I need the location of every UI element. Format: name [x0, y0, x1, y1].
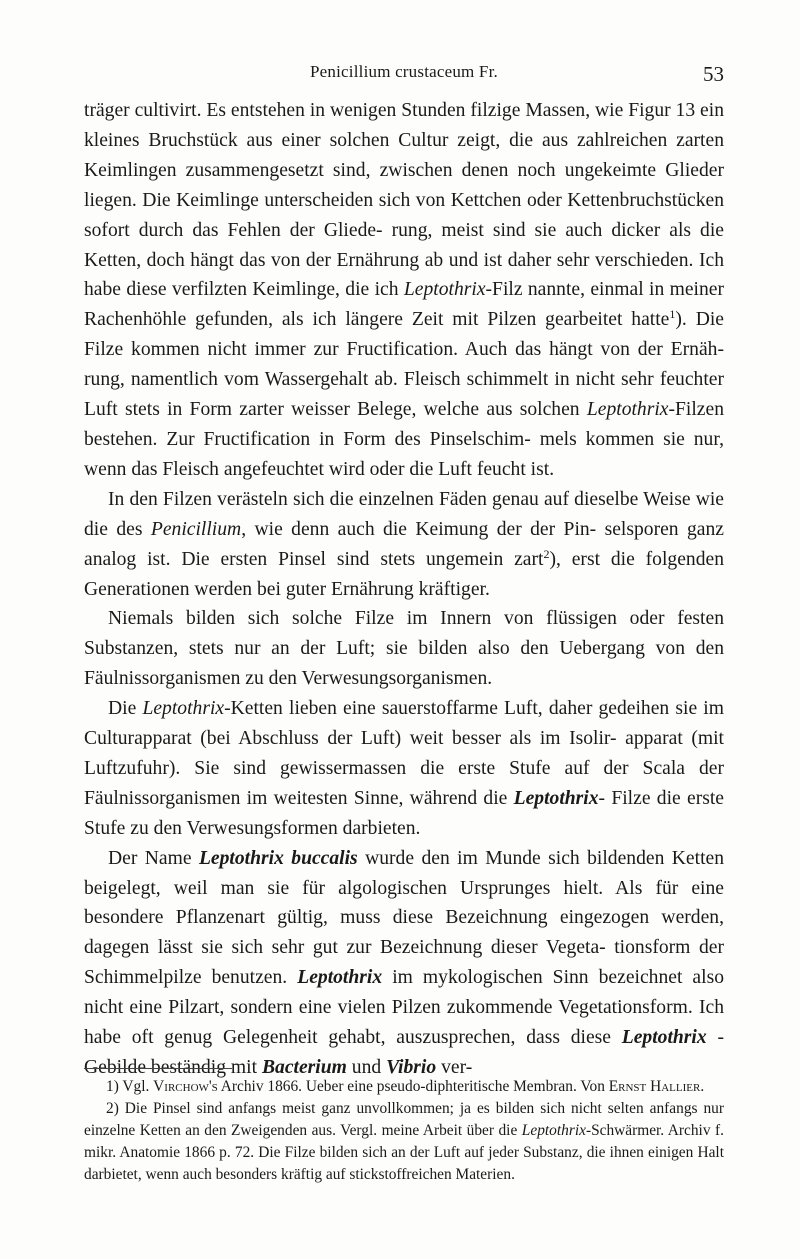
italic-term: Leptothrix	[403, 279, 486, 301]
text-span: .	[700, 1078, 705, 1095]
text-span: Der Name	[108, 847, 199, 869]
text-span: ), erst die folgenden Generationen werden bei guter Ernährung kräftiger.	[84, 548, 724, 600]
text-span: -Filzen bestehen. Zur Fructification in Form des Pinselschim- mels kommen sie nur, wenn das Fleisch angefeuchtet wird oder die Luft feucht ist.	[84, 399, 724, 480]
paragraph-1	[84, 96, 724, 485]
paragraph-4	[84, 694, 724, 844]
italic-term: Vibrio	[386, 1057, 437, 1078]
italic-term: Leptothrix	[586, 399, 669, 421]
italic-term: Leptothrix	[513, 787, 599, 809]
text-span: ver-	[436, 1057, 473, 1078]
paragraph-3: Niemals bilden sich solche Filze im Innern von flüssigen oder festen Substanzen, stets nur an der Luft; sie bilden also den Uebergang von den Fäulnissorganismen zu den Verwesungsorganismen.	[84, 608, 724, 690]
footnote-ref-1: 1	[669, 307, 676, 322]
running-head	[84, 62, 724, 86]
text-span: - Filze die erste Stufe zu den Verwesungsformen darbieten.	[84, 787, 724, 839]
italic-term: Bacterium	[261, 1057, 347, 1078]
footnote-rule	[84, 1068, 232, 1069]
text-span: -Filz nannte, einmal in meiner Rachenhöhle gefunden, als ich längere Zeit mit Pilzen gearbeitet hatte	[84, 279, 724, 331]
author-name: Ernst Hallier	[608, 1078, 701, 1095]
footnote-1	[84, 1076, 724, 1098]
text-span: und	[346, 1057, 387, 1078]
text-span: ). Die Filze kommen nicht immer zur Fructification. Auch das hängt von der Ernäh- rung, namentlich vom Wassergehalt ab. Fleisch schimmelt in nicht sehr feuchter Luft stets in Form zarter weisser Belege, welche aus solchen	[84, 309, 724, 421]
text-span: , wie denn auch die Keimung der der Pin- selsporen ganz analog ist. Die ersten Pinsel sind stets ungemein zart	[84, 518, 724, 570]
italic-term: Leptothrix buccalis	[198, 847, 358, 869]
footnote-2	[84, 1098, 724, 1186]
text-span: - Gebilde beständig mit	[84, 1027, 724, 1078]
italic-term: Penicillium	[150, 518, 242, 540]
paragraph-2	[84, 485, 724, 605]
text-span: 1) Vgl.	[106, 1078, 154, 1095]
text-span: -Ketten lieben eine sauerstoffarme Luft, daher gedeihen sie im Culturapparat (bei Abschluss der Luft) weit besser als im Isolir- apparat (mit Luftzufuhr). Sie sind gewissermassen die erste Stufe auf der Scala der Fäulnissorganismen im weitesten Sinne, während die	[84, 698, 724, 809]
paragraph-5	[84, 844, 724, 1083]
running-title: Penicillium crustaceum Fr.	[310, 62, 498, 81]
text-span: Archiv 1866. Ueber eine pseudo-diphteritische Membran. Von	[217, 1078, 609, 1095]
footnotes	[84, 1076, 724, 1186]
text-span: 2) Die Pinsel sind anfangs meist ganz unvollkommen; ja es bilden sich nicht selten anfangs nur einzelne Ketten an den Zweigenden aus. Vergl. meine Arbeit über die	[84, 1100, 724, 1139]
text-span: im mykologischen Sinn bezeichnet also nicht eine Pilzart, sondern eine vielen Pilzen zukommende Vegetationsform. Ich habe oft genug Gelegenheit gehabt, auszusprechen, dass diese	[84, 967, 724, 1049]
italic-term: Leptothrix	[521, 1122, 586, 1139]
page-number: 53	[703, 62, 724, 86]
italic-term: Leptothrix	[297, 967, 383, 989]
italic-term: Leptothrix	[142, 698, 225, 720]
text-span: Die	[108, 698, 143, 720]
body-text	[84, 96, 724, 1083]
text-span: -Schwärmer. Archiv f. mikr. Anatomie 1866 p. 72. Die Filze bilden sich an der Luft auf jeder Substanz, die ihnen einigen Halt darbietet, wenn auch besonders kräftig auf stickstoffreichen Materien.	[84, 1122, 724, 1183]
italic-term: Leptothrix	[621, 1027, 707, 1049]
footnote-ref-2: 2	[543, 546, 550, 561]
author-name: Virchow's	[153, 1078, 218, 1095]
text-span: In den Filzen verästeln sich die einzelnen Fäden genau auf dieselbe Weise wie die des	[84, 488, 724, 540]
text-span: wurde den im Munde sich bildenden Ketten beigelegt, weil man sie für algologischen Ursprunges hielt. Als für eine besondere Pflanzenart gültig, muss diese Bezeichnung eingezogen werden, dagegen lässt sie sich sehr gut zur Bezeichnung dieser Vegeta- tionsform der Schimmelpilze benutzen.	[84, 847, 725, 989]
text-span: träger cultivirt. Es entstehen in wenigen Stunden filzige Massen, wie Figur 13 ein kleines Bruchstück aus einer solchen Cultur zeigt, die aus zahlreichen zarten Keimlingen zusammengesetzt sind, zwischen denen noch ungekeimte Glieder liegen. Die Keimlinge unterscheiden sich von Kettchen oder Kettenbruchstücken sofort durch das Fehlen der Gliede- rung, meist sind sie auch dicker als die Ketten, doch hängt das von der Ernährung ab und ist daher sehr verschieden. Ich habe diese verfilzten Keimlinge, die ich	[84, 100, 724, 301]
